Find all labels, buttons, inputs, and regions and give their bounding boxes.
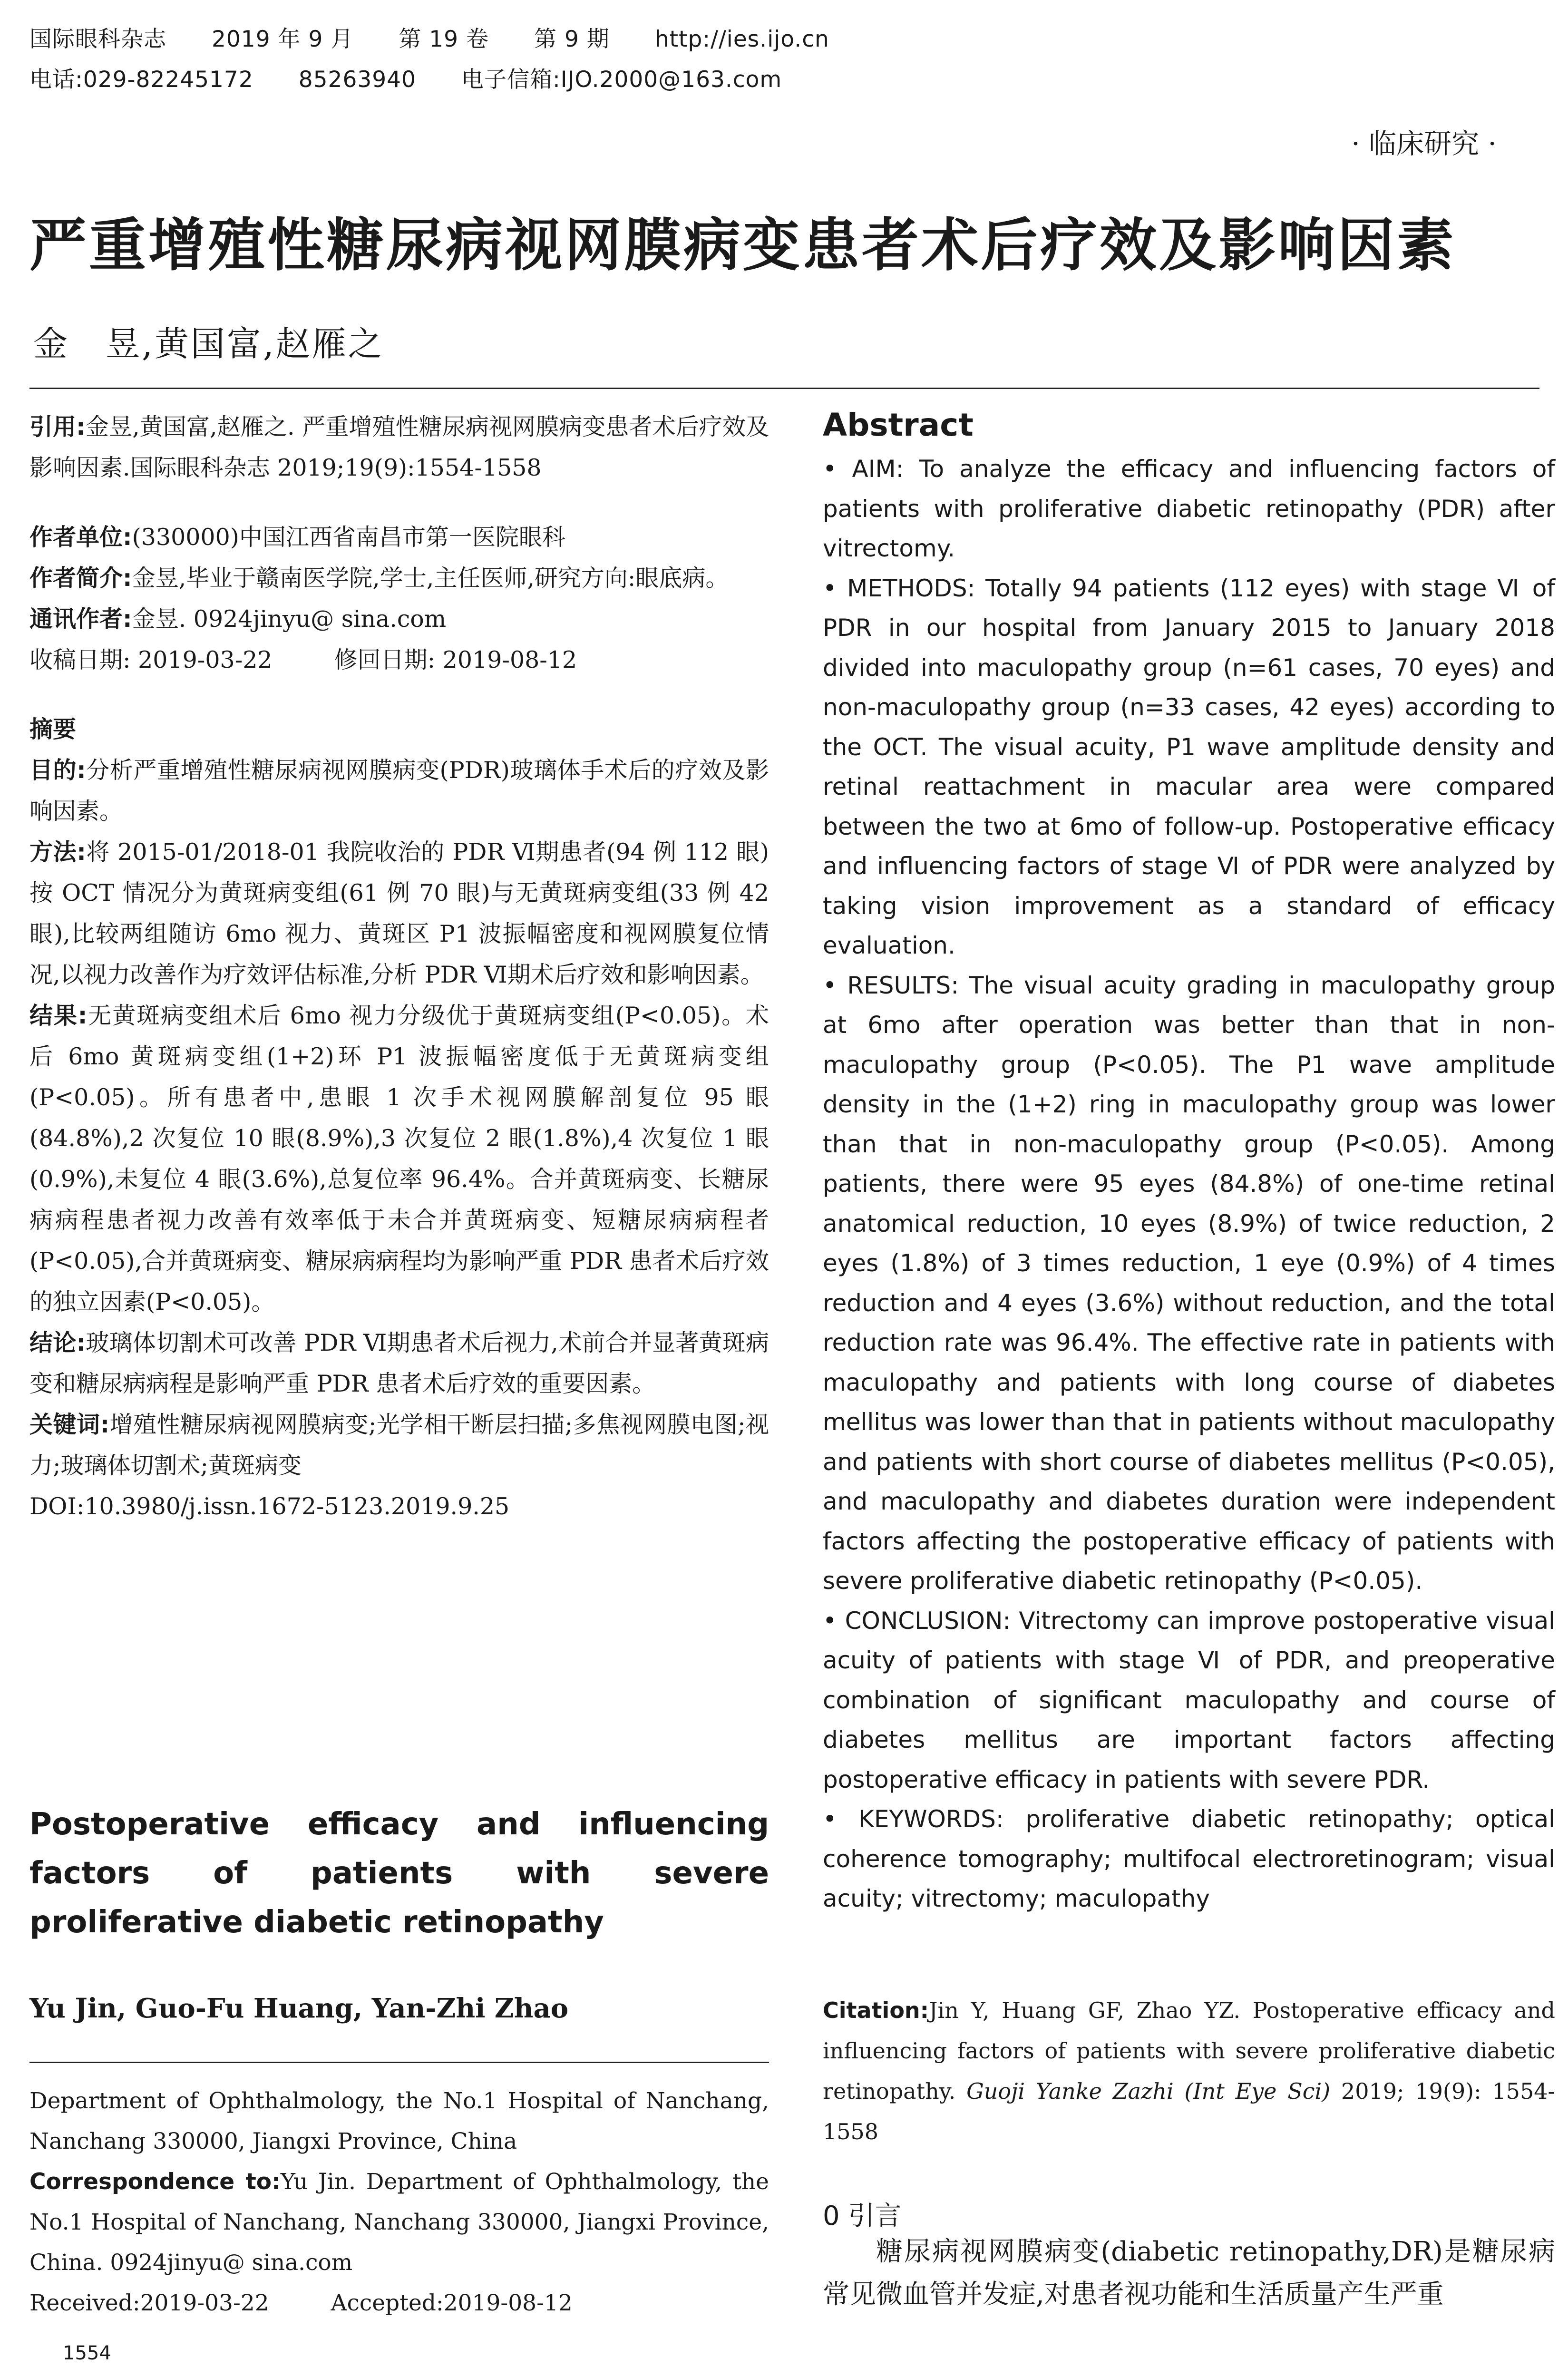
dates-cn: 收稿日期: 2019-03-22 修回日期: 2019-08-12 bbox=[29, 646, 577, 673]
page-number: 1554 bbox=[63, 2342, 111, 2364]
abstract-en-heading: Abstract bbox=[823, 407, 974, 443]
phone: 电话:029-82245172 bbox=[29, 67, 253, 93]
english-authors-divider bbox=[29, 2062, 769, 2063]
correspondence-en: Correspondence to:Yu Jin. Department of Ophthalmology, the No.1 Hospital of Nanchang, Nanchang 330000, Jiangxi Province, China. 0924jinyu@ sina.com bbox=[29, 2169, 769, 2276]
abstract-cn-heading: 摘要 bbox=[29, 716, 77, 743]
journal-name: 国际眼科杂志 bbox=[29, 26, 166, 52]
issue-date: 2019 年 9 月 bbox=[212, 26, 354, 52]
authors-cn: 金 昱,黄国富,赵雁之 bbox=[33, 324, 384, 364]
author-bio: 作者简介:金昱,毕业于赣南医学院,学士,主任医师,研究方向:眼底病。 bbox=[29, 565, 729, 592]
results-cn: 结果:无黄斑病变组术后 6mo 视力分级优于黄斑病变组(P<0.05)。术后 6mo 黄斑病变组(1+2)环 P1 波振幅密度低于无黄斑病变组(P<0.05)。所有患者中,患眼 1 次手术视网膜解剖复位 95 眼(84.8%),2 次复位 10 眼(8.9%),3 次复位 2 眼(1.8%),4 次复位 1 眼(0.9%),未复位 4 眼(3.6%),总复位率 96.4%。合并黄斑病变、长糖尿病病程患者视力改善有效率低于未合并黄斑病变、短糖尿病病程者(P<0.05),合并黄斑病变、糖尿病病程均为影响严重 PDR 患者术后疗效的独立因素(P<0.05)。 bbox=[29, 1002, 769, 1315]
keywords-cn: 关键词:增殖性糖尿病视网膜病变;光学相干断层扫描;多焦视网膜电图;视力;玻璃体切割术;黄斑病变 bbox=[29, 1411, 769, 1479]
department: Department of Ophthalmology, the No.1 Hospital of Nanchang, Nanchang 330000, Jiangxi Province, China bbox=[29, 2088, 769, 2154]
english-affiliation bbox=[29, 2081, 769, 2323]
citation-cn: 引用:金昱,黄国富,赵雁之. 严重增殖性糖尿病视网膜病变患者术后疗效及影响因素.国际眼科杂志 2019;19(9):1554-1558 bbox=[29, 413, 769, 481]
corresponding-author: 通讯作者:金昱. 0924jinyu@ sina.com bbox=[29, 605, 447, 633]
doi[interactable]: DOI:10.3980/j.issn.1672-5123.2019.9.25 bbox=[29, 1493, 510, 1520]
title-divider bbox=[29, 388, 1539, 389]
journal-header-line1 bbox=[29, 21, 875, 53]
phone-2: 85263940 bbox=[298, 67, 416, 93]
email[interactable]: 电子信箱:IJO.2000@163.com bbox=[461, 67, 782, 93]
dates-en: Received:2019-03-22 Accepted:2019-08-12 bbox=[29, 2290, 573, 2316]
intro-heading: 0 引言 bbox=[823, 2201, 902, 2231]
abstract-en-body bbox=[823, 449, 1555, 1919]
journal-url[interactable]: http://ies.ijo.cn bbox=[654, 26, 829, 52]
issue-number: 第 9 期 bbox=[534, 26, 610, 52]
keywords-en: • KEYWORDS: proliferative diabetic retinopathy; optical coherence tomography; multifocal electroretinogram; visual acuity; vitrectomy; maculopathy bbox=[823, 1805, 1555, 1912]
left-column-cn bbox=[29, 407, 769, 1527]
methods-cn: 方法:将 2015-01/2018-01 我院收治的 PDR Ⅵ期患者(94 例 112 眼)按 OCT 情况分为黄斑病变组(61 例 70 眼)与无黄斑病变组(33 例 42 眼),比较两组随访 6mo 视力、黄斑区 P1 波振幅密度和视网膜复位情况,以视力改善作为疗效评估标准,分析 PDR Ⅵ期术后疗效和影响因素。 bbox=[29, 838, 769, 988]
aim-en: • AIM: To analyze the efficacy and influencing factors of patients with proliferative diabetic retinopathy (PDR) after vitrectomy. bbox=[823, 455, 1555, 562]
citation-en: Citation:Jin Y, Huang GF, Zhao YZ. Postoperative efficacy and influencing factors of patients with severe proliferative diabetic retinopathy. Guoji Yanke Zazhi (Int Eye Sci) 2019; 19(9): 1554-1558 bbox=[823, 1997, 1556, 2144]
author-unit: 作者单位:(330000)中国江西省南昌市第一医院眼科 bbox=[29, 524, 565, 551]
english-authors: Yu Jin, Guo-Fu Huang, Yan-Zhi Zhao bbox=[29, 1993, 569, 2024]
english-title: Postoperative efficacy and influencing factors of patients with severe proliferative diabetic retinopathy bbox=[29, 1807, 769, 1940]
journal-header-line2 bbox=[29, 62, 827, 94]
section-tag: · 临床研究 · bbox=[1351, 127, 1497, 160]
conclusion-cn: 结论:玻璃体切割术可改善 PDR Ⅵ期患者术后视力,术前合并显著黄斑病变和糖尿病病程是影响严重 PDR 患者术后疗效的重要因素。 bbox=[29, 1329, 769, 1397]
aim-cn: 目的:分析严重增殖性糖尿病视网膜病变(PDR)玻璃体手术后的疗效及影响因素。 bbox=[29, 757, 769, 825]
page-title: 严重增殖性糖尿病视网膜病变患者术后疗效及影响因素 bbox=[29, 213, 1456, 279]
results-en: • RESULTS: The visual acuity grading in maculopathy group at 6mo after operation was better than that in non-maculopathy group (P<0.05). The P1 wave amplitude density in the (1+2) ring in maculopathy group was lower than that in non-maculopathy group (P<0.05). Among patients, there were 95 eyes (84.8%) of one-time retinal anatomical reduction, 10 eyes (8.9%) of twice reduction, 2 eyes (1.8%) of 3 times reduction, 1 eye (0.9%) of 4 times reduction and 4 eyes (3.6%) without reduction, and the total reduction rate was 96.4%. The effective rate in patients with maculopathy and patients with long course of diabetes mellitus was lower than that in patients without maculopathy and patients with short course of diabetes mellitus (P<0.05), and maculopathy and diabetes duration were independent factors affecting the postoperative efficacy of patients with severe proliferative diabetic retinopathy (P<0.05). bbox=[823, 971, 1555, 1595]
conclusion-en: • CONCLUSION: Vitrectomy can improve postoperative visual acuity of patients with stage Ⅵ of PDR, and preoperative combination of significant maculopathy and course of diabetes mellitus are important factors affecting postoperative efficacy in patients with severe PDR. bbox=[823, 1607, 1555, 1793]
volume: 第 19 卷 bbox=[399, 26, 489, 52]
methods-en: • METHODS: Totally 94 patients (112 eyes) with stage Ⅵ of PDR in our hospital from January 2015 to January 2018 divided into maculopathy group (n=61 cases, 70 eyes) and non-maculopathy group (n=33 cases, 42 eyes) according to the OCT. The visual acuity, P1 wave amplitude density and retinal reattachment in macular area were compared between the two at 6mo of follow-up. Postoperative efficacy and influencing factors of stage Ⅵ of PDR were analyzed by taking vision improvement as a standard of efficacy evaluation. bbox=[823, 574, 1555, 959]
intro-paragraph: 糖尿病视网膜病变(diabetic retinopathy,DR)是糖尿病常见微血管并发症,对患者视功能和生活质量产生严重 bbox=[823, 2236, 1555, 2310]
